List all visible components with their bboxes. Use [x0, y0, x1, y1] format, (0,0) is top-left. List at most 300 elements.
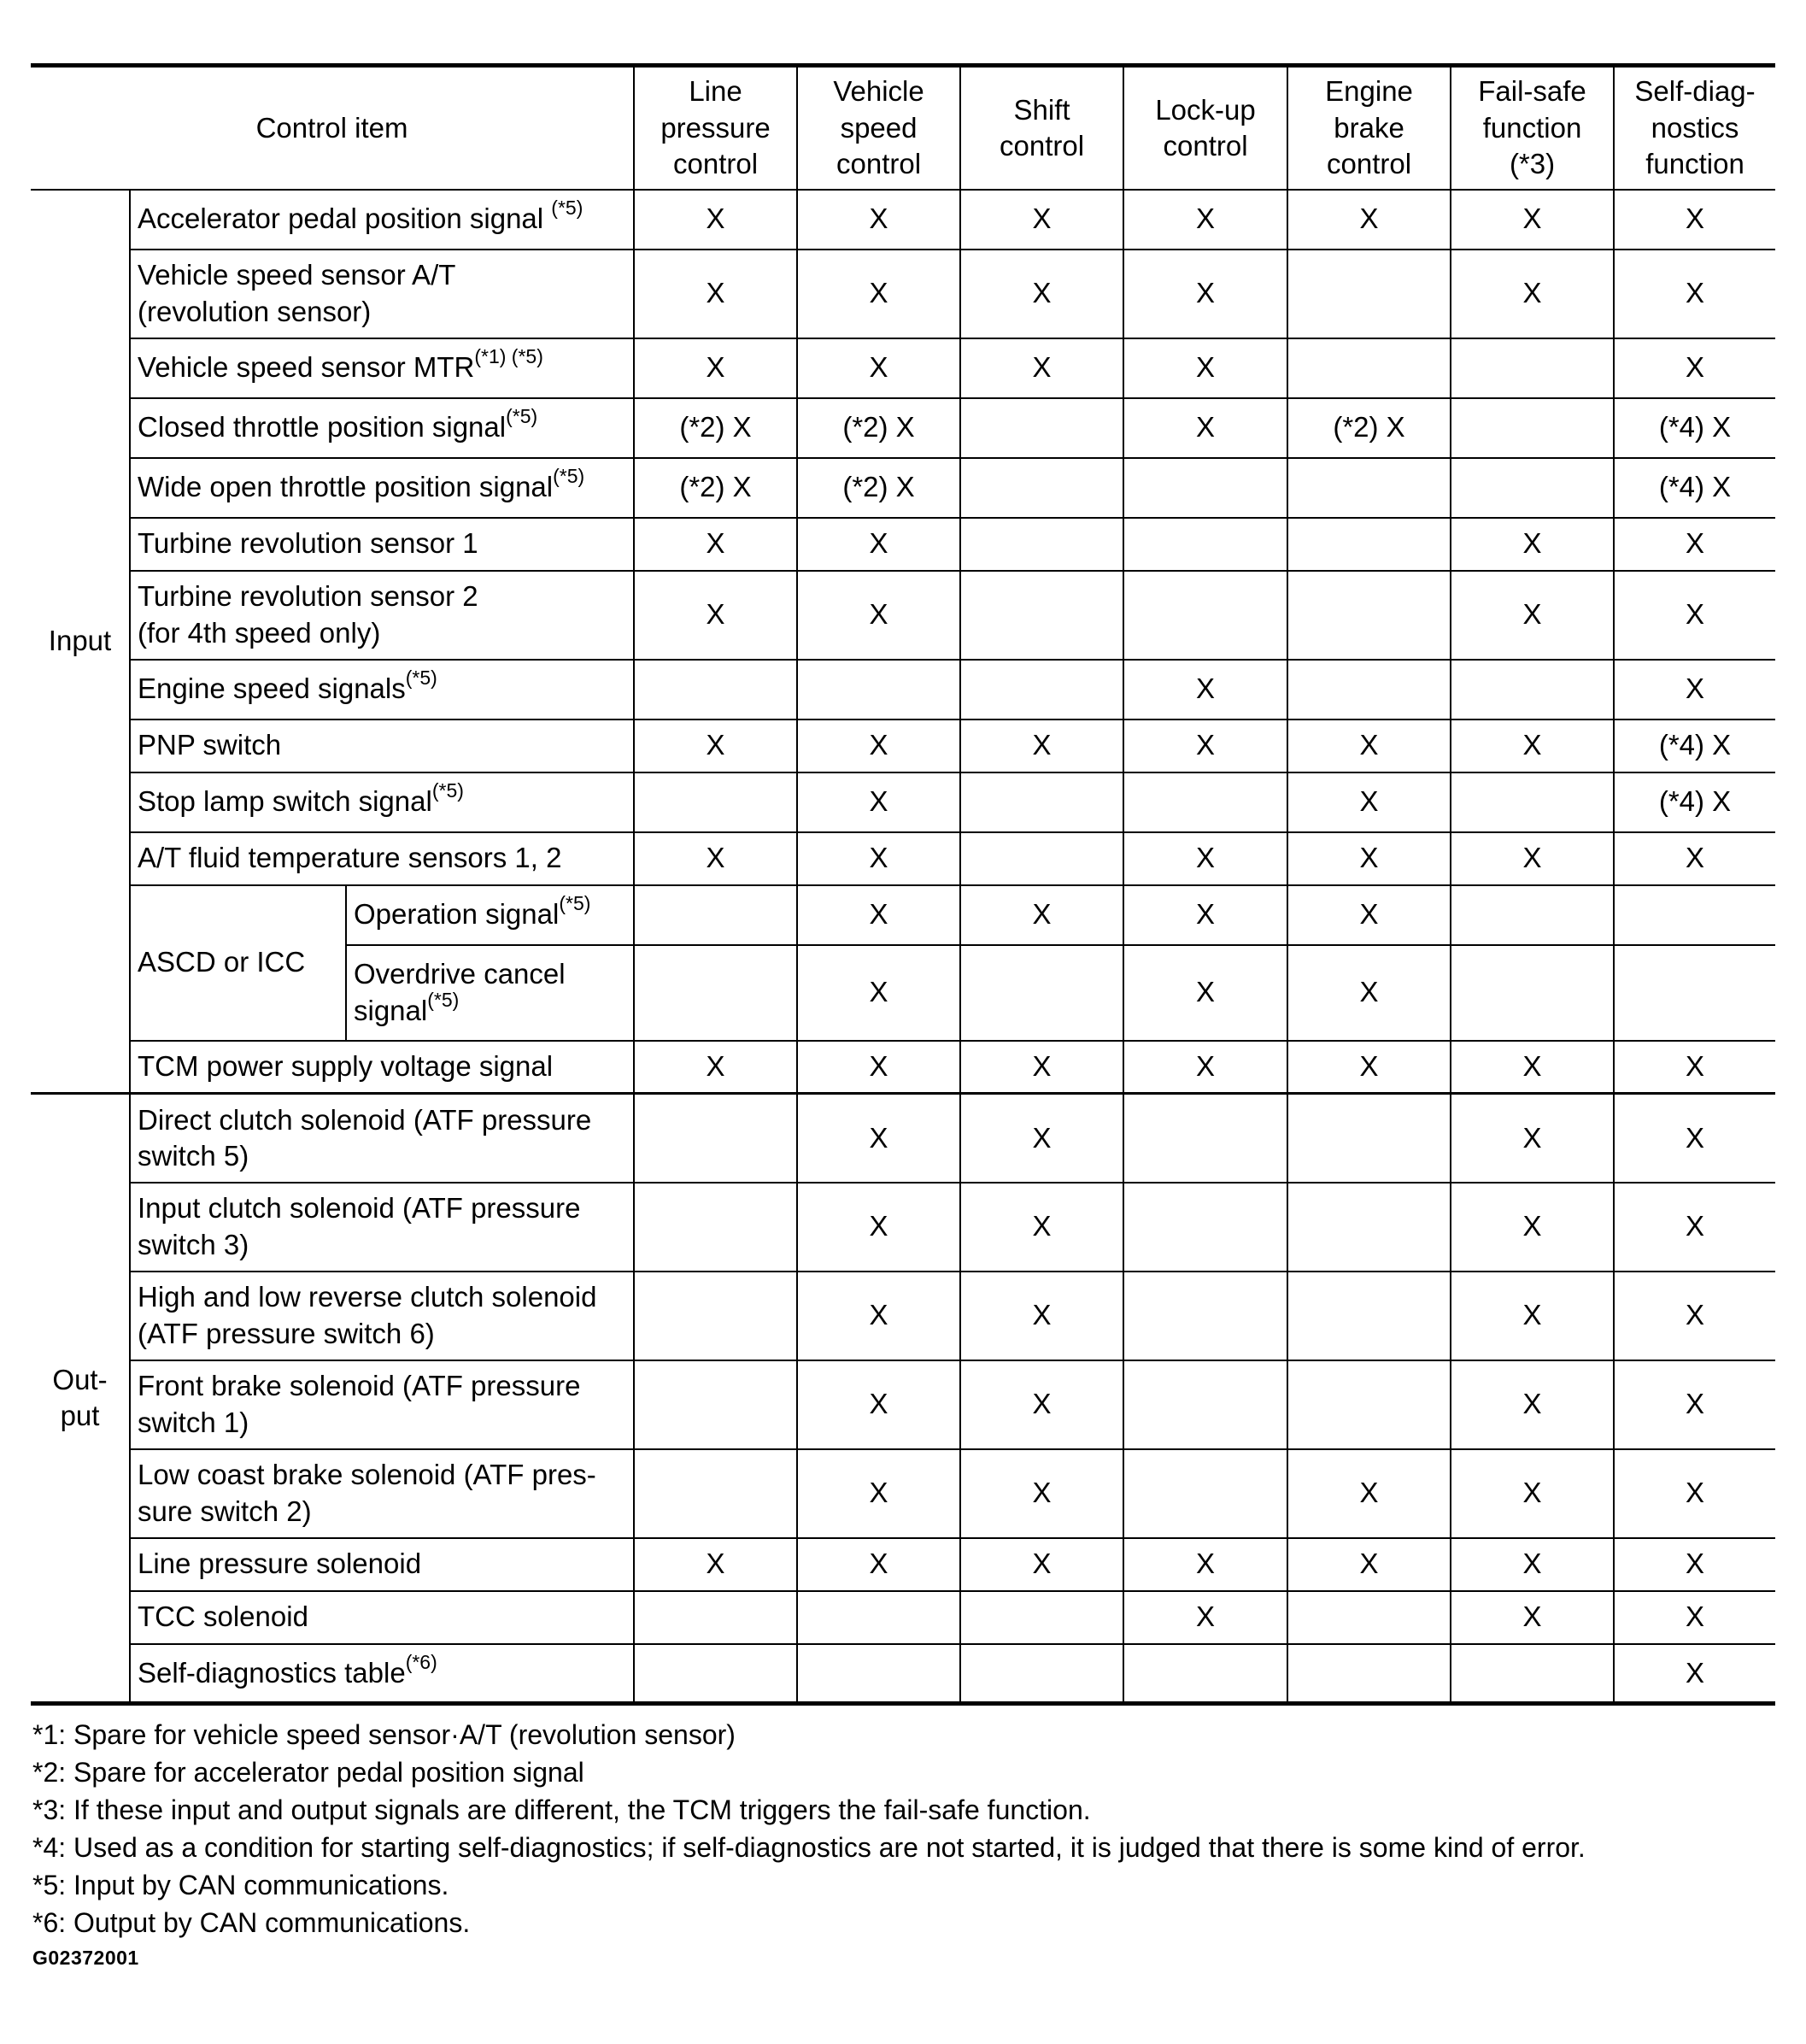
- row-label: [130, 1360, 634, 1449]
- mark-cell: X: [1614, 832, 1775, 885]
- row-label: [130, 772, 634, 832]
- text-line: (*3): [1509, 147, 1556, 179]
- text-line: Line: [689, 75, 742, 108]
- mark-cell: X: [1123, 1591, 1287, 1644]
- row-label-line: [138, 779, 626, 819]
- text-line: control: [1327, 147, 1412, 179]
- mark-cell: X: [1451, 1538, 1614, 1591]
- row-label-text: (for 4th speed only): [138, 616, 381, 649]
- row-label-line: [138, 294, 626, 330]
- mark-cell: [797, 1591, 960, 1644]
- header-column: [797, 66, 960, 190]
- footnote-ref: (*5): [559, 892, 591, 915]
- footnote: *2: Spare for accelerator pedal position signal: [32, 1757, 584, 1788]
- mark-cell: X: [1451, 250, 1614, 338]
- mark-cell: X: [960, 1272, 1123, 1360]
- row-label-line: [138, 615, 626, 651]
- mark-cell: X: [1614, 1094, 1775, 1183]
- mark-cell: X: [797, 1272, 960, 1360]
- row-label-text: Overdrive cancel: [354, 958, 566, 990]
- footnote-ref: (*5): [551, 197, 583, 220]
- mark-cell: X: [1123, 720, 1287, 772]
- text-line: Fail-safe: [1478, 75, 1586, 108]
- mark-cell: [1123, 1360, 1287, 1449]
- mark-cell: [634, 660, 797, 720]
- mark-cell: [1451, 660, 1614, 720]
- row-label-text: switch 1): [138, 1406, 249, 1438]
- mark-cell: X: [1614, 518, 1775, 571]
- text-line: Lock-up: [1155, 93, 1256, 126]
- row-label-line: [138, 1599, 626, 1635]
- table-row: [31, 1644, 1775, 1704]
- row-label-text: Turbine revolution sensor 1: [138, 527, 478, 560]
- mark-cell: X: [634, 190, 797, 250]
- row-label-line: [138, 1405, 626, 1441]
- row-label-text: Front brake solenoid (ATF pressure: [138, 1370, 581, 1402]
- footnote-ref: (*5): [405, 667, 437, 690]
- row-label: [130, 458, 634, 518]
- mark-cell: X: [1123, 1538, 1287, 1591]
- row-label-line: [138, 1227, 626, 1263]
- mark-cell: X: [634, 250, 797, 338]
- row-label-line: [138, 526, 626, 561]
- row-label-line: [354, 988, 626, 1029]
- table-row: [31, 720, 1775, 772]
- text-line: Out-: [52, 1363, 108, 1395]
- mark-cell: X: [1614, 1449, 1775, 1538]
- header-column: [1614, 66, 1775, 190]
- mark-cell: [1123, 772, 1287, 832]
- row-label: [130, 1538, 634, 1591]
- mark-cell: [1287, 1360, 1451, 1449]
- footnote: *1: Spare for vehicle speed sensor·A/T (revolution sensor): [32, 1719, 736, 1750]
- mark-cell: X: [960, 1094, 1123, 1183]
- group-input: [31, 190, 130, 1094]
- mark-cell: X: [634, 832, 797, 885]
- table-row: [31, 338, 1775, 398]
- mark-cell: [1123, 1449, 1287, 1538]
- mark-cell: [634, 885, 797, 945]
- row-label-text: Vehicle speed sensor MTR: [138, 351, 475, 384]
- row-label-text: sure switch 2): [138, 1495, 312, 1527]
- mark-cell: [1614, 885, 1775, 945]
- mark-cell: X: [1287, 720, 1451, 772]
- row-label-line: [138, 667, 626, 707]
- header-row: [31, 66, 1775, 190]
- mark-cell: X: [1451, 1183, 1614, 1272]
- row-label-line: [138, 1190, 626, 1226]
- table-row: [31, 250, 1775, 338]
- text-line: control: [1000, 129, 1085, 162]
- mark-cell: X: [1451, 190, 1614, 250]
- mark-cell: X: [1123, 250, 1287, 338]
- mark-cell: X: [797, 832, 960, 885]
- row-label-text: switch 3): [138, 1228, 249, 1260]
- mark-cell: X: [634, 1538, 797, 1591]
- mark-cell: X: [634, 518, 797, 571]
- mark-cell: [797, 1644, 960, 1704]
- mark-cell: X: [797, 772, 960, 832]
- mark-cell: X: [1123, 338, 1287, 398]
- mark-cell: X: [1123, 885, 1287, 945]
- row-label-text: A/T fluid temperature sensors 1, 2: [138, 842, 562, 874]
- mark-cell: X: [960, 1360, 1123, 1449]
- mark-cell: X: [1123, 832, 1287, 885]
- mark-cell: X: [1287, 945, 1451, 1041]
- row-label: [130, 1094, 634, 1183]
- row-label-text: TCC solenoid: [138, 1601, 308, 1633]
- row-label-text: (revolution sensor): [138, 295, 372, 327]
- text-line: Engine: [1325, 75, 1413, 108]
- text-line: control: [673, 147, 759, 179]
- mark-cell: X: [1614, 1183, 1775, 1272]
- mark-cell: X: [634, 1041, 797, 1094]
- table-row: [31, 1183, 1775, 1272]
- row-label: [130, 660, 634, 720]
- mark-cell: (*4) X: [1614, 720, 1775, 772]
- row-label-line: [138, 840, 626, 876]
- mark-cell: X: [797, 250, 960, 338]
- mark-cell: [960, 772, 1123, 832]
- row-label-text: Stop lamp switch signal: [138, 785, 432, 818]
- table-row: [31, 190, 1775, 250]
- mark-cell: X: [1123, 660, 1287, 720]
- footnote-ref: (*6): [405, 1650, 437, 1673]
- mark-cell: X: [960, 338, 1123, 398]
- mark-cell: X: [1614, 660, 1775, 720]
- mark-cell: X: [797, 190, 960, 250]
- figure-id: G02372001: [32, 1947, 139, 1969]
- mark-cell: [1451, 458, 1614, 518]
- row-label-text: Wide open throttle position signal: [138, 471, 554, 503]
- mark-cell: [1123, 1094, 1287, 1183]
- mark-cell: [1287, 1272, 1451, 1360]
- mark-cell: (*2) X: [1287, 398, 1451, 458]
- mark-cell: [960, 1591, 1123, 1644]
- table-row: [31, 660, 1775, 720]
- row-label-text: Self-diagnostics table: [138, 1656, 406, 1689]
- text-line: function: [1645, 147, 1744, 179]
- mark-cell: X: [1123, 1041, 1287, 1094]
- row-label: [346, 885, 634, 945]
- mark-cell: [1451, 338, 1614, 398]
- mark-cell: (*2) X: [797, 458, 960, 518]
- mark-cell: X: [1123, 190, 1287, 250]
- text-line: function: [1482, 111, 1582, 144]
- mark-cell: X: [1287, 1538, 1451, 1591]
- table-row: [31, 1272, 1775, 1360]
- mark-cell: [634, 1591, 797, 1644]
- mark-cell: [1287, 1591, 1451, 1644]
- mark-cell: [1451, 945, 1614, 1041]
- mark-cell: X: [960, 720, 1123, 772]
- row-label-line: [138, 1138, 626, 1174]
- mark-cell: X: [797, 945, 960, 1041]
- row-label-text: signal: [354, 994, 428, 1026]
- mark-cell: (*4) X: [1614, 398, 1775, 458]
- row-label-line: [138, 197, 626, 237]
- row-label: [130, 1272, 634, 1360]
- mark-cell: [1287, 660, 1451, 720]
- footnote-ref: (*5): [431, 779, 464, 802]
- mark-cell: [960, 518, 1123, 571]
- row-label-text: Operation signal: [354, 898, 560, 931]
- row-label-text: PNP switch: [138, 729, 282, 761]
- mark-cell: [634, 772, 797, 832]
- mark-cell: X: [634, 571, 797, 660]
- row-label-line: [138, 579, 626, 614]
- row-label-text: Closed throttle position signal: [138, 411, 507, 443]
- mark-cell: X: [960, 250, 1123, 338]
- text-line: Vehicle: [833, 75, 924, 108]
- mark-cell: [634, 945, 797, 1041]
- row-label: [346, 945, 634, 1041]
- mark-cell: [960, 458, 1123, 518]
- table-row: [31, 832, 1775, 885]
- mark-cell: X: [1614, 338, 1775, 398]
- mark-cell: (*2) X: [634, 398, 797, 458]
- mark-cell: X: [1614, 1041, 1775, 1094]
- row-label-line: [138, 1457, 626, 1493]
- header-column: [1123, 66, 1287, 190]
- row-label-line: [138, 1368, 626, 1404]
- mark-cell: X: [1451, 1591, 1614, 1644]
- row-label: [130, 1041, 634, 1094]
- mark-cell: X: [1614, 1272, 1775, 1360]
- mark-cell: X: [797, 885, 960, 945]
- row-label-line: [354, 956, 626, 992]
- mark-cell: [1287, 250, 1451, 338]
- mark-cell: [1287, 458, 1451, 518]
- mark-cell: [1123, 1272, 1287, 1360]
- mark-cell: [1123, 458, 1287, 518]
- row-label: [130, 832, 634, 885]
- header-column: [634, 66, 797, 190]
- row-label-line: [138, 1048, 626, 1084]
- row-label-line: [354, 892, 626, 932]
- mark-cell: X: [1287, 1449, 1451, 1538]
- table-row: [31, 1094, 1775, 1183]
- row-label-text: High and low reverse clutch solenoid: [138, 1281, 597, 1313]
- row-label: [130, 1644, 634, 1704]
- mark-cell: [1451, 1644, 1614, 1704]
- table-row: [31, 458, 1775, 518]
- mark-cell: X: [960, 885, 1123, 945]
- mark-cell: X: [634, 720, 797, 772]
- text-line: pressure: [660, 111, 771, 144]
- row-label-line: [138, 1546, 626, 1582]
- row-label-text: Accelerator pedal position signal: [138, 203, 552, 235]
- mark-cell: X: [1287, 1041, 1451, 1094]
- mark-cell: [1123, 1183, 1287, 1272]
- mark-cell: X: [1614, 1538, 1775, 1591]
- mark-cell: X: [1614, 250, 1775, 338]
- text-line: control: [1163, 129, 1248, 162]
- mark-cell: X: [797, 518, 960, 571]
- mark-cell: [1123, 518, 1287, 571]
- mark-cell: X: [960, 1538, 1123, 1591]
- text-line: put: [60, 1400, 100, 1431]
- text-line: brake: [1334, 111, 1404, 144]
- mark-cell: X: [1451, 518, 1614, 571]
- mark-cell: [1451, 885, 1614, 945]
- mark-cell: X: [634, 338, 797, 398]
- table-row: [31, 885, 1775, 945]
- mark-cell: X: [1451, 1360, 1614, 1449]
- mark-cell: X: [797, 571, 960, 660]
- text-line: Self-diag-: [1634, 75, 1756, 108]
- table-row: [31, 1041, 1775, 1094]
- mark-cell: X: [1614, 1360, 1775, 1449]
- row-label-line: [138, 1279, 626, 1315]
- mark-cell: X: [1123, 945, 1287, 1041]
- row-label-text: Vehicle speed sensor A/T: [138, 259, 456, 291]
- mark-cell: X: [960, 1449, 1123, 1538]
- mark-cell: X: [1451, 720, 1614, 772]
- mark-cell: [1451, 398, 1614, 458]
- mark-cell: [1614, 945, 1775, 1041]
- row-label: [130, 518, 634, 571]
- mark-cell: (*2) X: [634, 458, 797, 518]
- table-row: [31, 518, 1775, 571]
- mark-cell: [960, 945, 1123, 1041]
- row-label: [130, 338, 634, 398]
- table-row: [31, 571, 1775, 660]
- footnote: *6: Output by CAN communications.: [32, 1907, 471, 1938]
- mark-cell: X: [797, 1094, 960, 1183]
- row-label-text: Engine speed signals: [138, 673, 406, 705]
- mark-cell: [634, 1272, 797, 1360]
- mark-cell: [1451, 772, 1614, 832]
- mark-cell: X: [797, 1041, 960, 1094]
- header-column: [960, 66, 1123, 190]
- text-line: control: [836, 147, 922, 179]
- footnote: *3: If these input and output signals are different, the TCM triggers the fail-safe function.: [32, 1794, 1091, 1825]
- mark-cell: X: [1287, 190, 1451, 250]
- mark-cell: [1287, 571, 1451, 660]
- mark-cell: (*4) X: [1614, 458, 1775, 518]
- mark-cell: X: [1287, 885, 1451, 945]
- mark-cell: [1123, 1644, 1287, 1704]
- header-column: [1451, 66, 1614, 190]
- row-label-line: [138, 1650, 626, 1691]
- control-item-table: [31, 63, 1775, 1706]
- row-label-text: Input clutch solenoid (ATF pressure: [138, 1192, 581, 1225]
- text-line: nostics: [1651, 111, 1739, 144]
- text-line: speed: [840, 111, 918, 144]
- mark-cell: [960, 1644, 1123, 1704]
- text-line: Shift: [1013, 93, 1070, 126]
- mark-cell: X: [797, 338, 960, 398]
- row-label: [130, 720, 634, 772]
- row-label-line: [138, 727, 626, 763]
- row-label: [130, 1183, 634, 1272]
- text-line: Input: [48, 625, 112, 657]
- mark-cell: X: [797, 1449, 960, 1538]
- row-label: [130, 398, 634, 458]
- footnote: *4: Used as a condition for starting self-diagnostics; if self-diagnostics are not started, it is judged that there is some kind of error.: [32, 1832, 1586, 1863]
- mark-cell: X: [1614, 190, 1775, 250]
- mark-cell: X: [1614, 1644, 1775, 1704]
- row-label: [130, 1591, 634, 1644]
- mark-cell: [634, 1644, 797, 1704]
- row-label-text: Direct clutch solenoid (ATF pressure: [138, 1103, 592, 1136]
- mark-cell: [1287, 1183, 1451, 1272]
- mark-cell: X: [1287, 832, 1451, 885]
- mark-cell: X: [960, 1041, 1123, 1094]
- footnote-ref: (*1) (*5): [474, 345, 543, 368]
- row-label-line: [138, 1316, 626, 1352]
- row-label-text: Turbine revolution sensor 2: [138, 580, 478, 613]
- mark-cell: [634, 1449, 797, 1538]
- row-label-line: [138, 345, 626, 385]
- row-label-text: Low coast brake solenoid (ATF pres-: [138, 1459, 596, 1491]
- mark-cell: X: [797, 1538, 960, 1591]
- table-row: [31, 1360, 1775, 1449]
- mark-cell: (*4) X: [1614, 772, 1775, 832]
- row-label-line: [138, 1102, 626, 1138]
- header-column: [1287, 66, 1451, 190]
- row-label-text: TCM power supply voltage signal: [138, 1050, 554, 1083]
- mark-cell: X: [1451, 571, 1614, 660]
- footnote-ref: (*5): [506, 405, 538, 428]
- mark-cell: [960, 398, 1123, 458]
- footnote-ref: (*5): [427, 988, 460, 1011]
- table-row: [31, 1449, 1775, 1538]
- row-label-text: (ATF pressure switch 6): [138, 1317, 435, 1349]
- mark-cell: X: [1451, 832, 1614, 885]
- table-row: [31, 1591, 1775, 1644]
- mark-cell: [797, 660, 960, 720]
- table-row: [31, 772, 1775, 832]
- mark-cell: [1287, 1644, 1451, 1704]
- mark-cell: X: [960, 1183, 1123, 1272]
- mark-cell: [634, 1360, 797, 1449]
- footnote: *5: Input by CAN communications.: [32, 1870, 449, 1900]
- mark-cell: X: [1451, 1041, 1614, 1094]
- row-label-line: [138, 257, 626, 293]
- table-row: [31, 398, 1775, 458]
- group-output: [31, 1094, 130, 1704]
- mark-cell: [960, 571, 1123, 660]
- row-label-line: [138, 1494, 626, 1530]
- mark-cell: (*2) X: [797, 398, 960, 458]
- mark-cell: [634, 1183, 797, 1272]
- row-label-line: [138, 405, 626, 445]
- mark-cell: X: [1123, 398, 1287, 458]
- row-label-text: switch 5): [138, 1139, 249, 1172]
- mark-cell: X: [1287, 772, 1451, 832]
- mark-cell: X: [1614, 1591, 1775, 1644]
- header-control-item: Control item: [31, 66, 634, 190]
- row-label-text: Line pressure solenoid: [138, 1548, 422, 1580]
- footnote-ref: (*5): [553, 465, 585, 488]
- mark-cell: X: [797, 1360, 960, 1449]
- mark-cell: [1287, 1094, 1451, 1183]
- mark-cell: X: [1451, 1272, 1614, 1360]
- mark-cell: X: [960, 190, 1123, 250]
- mark-cell: X: [797, 1183, 960, 1272]
- row-label: [130, 190, 634, 250]
- subgroup-ascd-icc: ASCD or ICC: [130, 885, 346, 1041]
- mark-cell: X: [1451, 1449, 1614, 1538]
- mark-cell: [634, 1094, 797, 1183]
- row-label: [130, 250, 634, 338]
- mark-cell: X: [797, 720, 960, 772]
- table-row: [31, 1538, 1775, 1591]
- mark-cell: [960, 832, 1123, 885]
- row-label: [130, 571, 634, 660]
